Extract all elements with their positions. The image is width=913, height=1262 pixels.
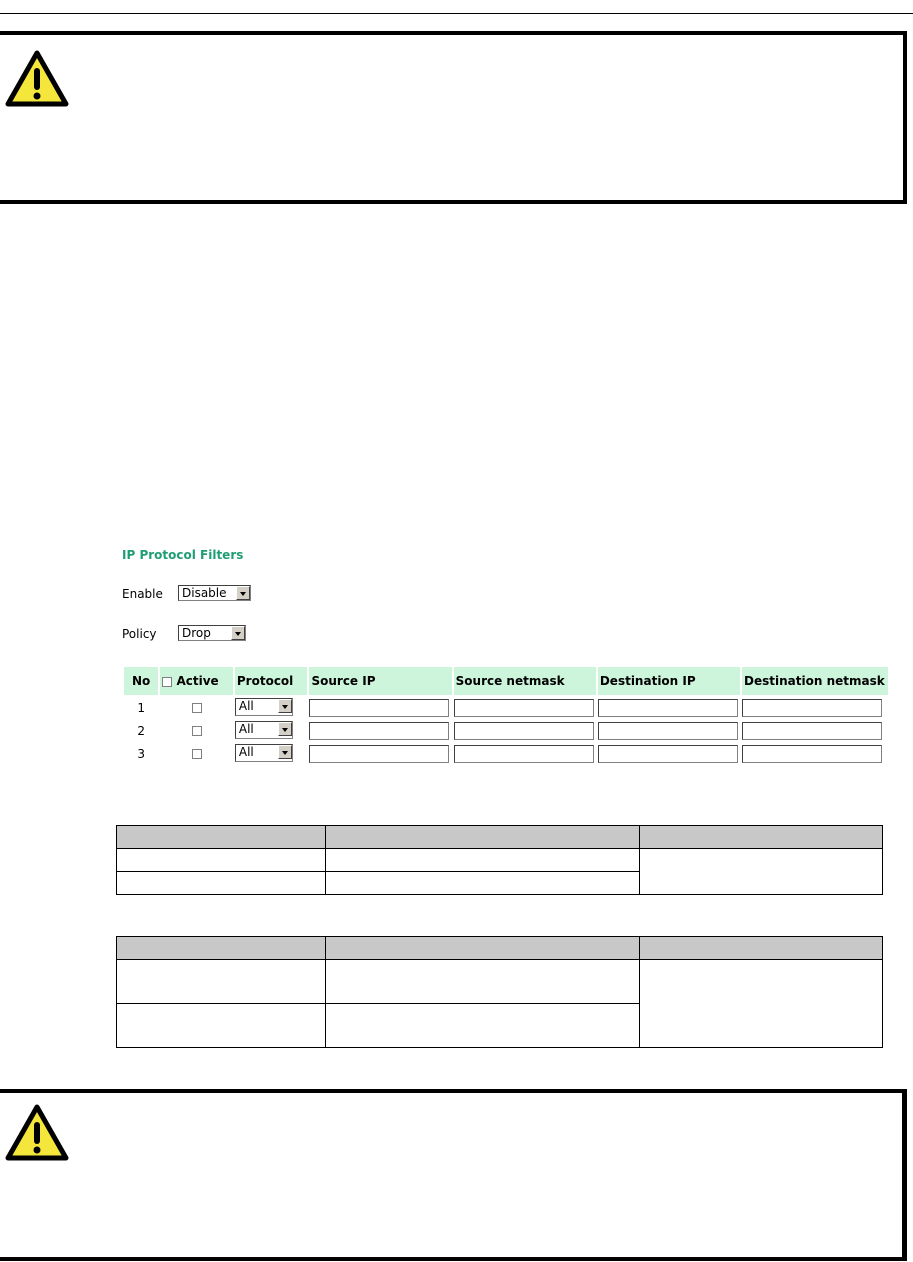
chevron-down-icon[interactable] bbox=[231, 626, 245, 640]
column-protocol: Protocol bbox=[235, 667, 308, 695]
chevron-down-icon[interactable] bbox=[278, 722, 292, 736]
row-active-checkbox[interactable] bbox=[192, 726, 202, 736]
policy-label: Policy bbox=[122, 627, 157, 641]
table-row bbox=[124, 697, 888, 718]
caution-box bbox=[0, 1089, 907, 1261]
column-destination-ip: Destination IP bbox=[598, 667, 740, 695]
protocol-select-value: All bbox=[238, 699, 254, 713]
enable-select-value: Disable bbox=[182, 586, 227, 600]
table-header-row bbox=[117, 937, 883, 960]
source-ip-input[interactable] bbox=[309, 699, 449, 717]
destination-netmask-input[interactable] bbox=[742, 745, 882, 763]
table-row bbox=[117, 849, 883, 872]
settings-table bbox=[116, 936, 883, 1048]
protocol-select[interactable] bbox=[235, 720, 293, 738]
warning-triangle-icon bbox=[4, 1103, 70, 1163]
destination-netmask-input[interactable] bbox=[742, 699, 882, 717]
row-number: 2 bbox=[137, 723, 145, 738]
settings-table bbox=[116, 825, 883, 895]
source-netmask-input[interactable] bbox=[454, 722, 594, 740]
policy-select-value: Drop bbox=[182, 626, 211, 640]
table-row bbox=[117, 960, 883, 1004]
active-all-checkbox[interactable] bbox=[162, 677, 172, 687]
row-active-checkbox[interactable] bbox=[192, 703, 202, 713]
protocol-select-value: All bbox=[238, 722, 254, 736]
table-header-row bbox=[117, 826, 883, 849]
source-ip-input[interactable] bbox=[309, 745, 449, 763]
column-source-ip: Source IP bbox=[309, 667, 451, 695]
column-source-netmask: Source netmask bbox=[454, 667, 596, 695]
header-rule bbox=[0, 13, 913, 14]
destination-ip-input[interactable] bbox=[598, 745, 738, 763]
column-destination-netmask: Destination netmask bbox=[742, 667, 888, 695]
filter-table bbox=[122, 665, 890, 766]
policy-select[interactable] bbox=[178, 625, 246, 641]
protocol-select[interactable] bbox=[235, 743, 293, 761]
table-row bbox=[124, 743, 888, 764]
filter-table-header bbox=[124, 667, 888, 695]
caution-box bbox=[0, 31, 907, 204]
enable-label: Enable bbox=[122, 587, 163, 601]
destination-netmask-input[interactable] bbox=[742, 722, 882, 740]
panel-title: IP Protocol Filters bbox=[122, 548, 244, 562]
column-no: No bbox=[124, 667, 158, 695]
protocol-select-value: All bbox=[238, 745, 254, 759]
protocol-select[interactable] bbox=[235, 697, 293, 715]
source-ip-input[interactable] bbox=[309, 722, 449, 740]
source-netmask-input[interactable] bbox=[454, 745, 594, 763]
destination-ip-input[interactable] bbox=[598, 722, 738, 740]
warning-triangle-icon bbox=[4, 49, 70, 109]
table-row bbox=[124, 720, 888, 741]
source-netmask-input[interactable] bbox=[454, 699, 594, 717]
destination-ip-input[interactable] bbox=[598, 699, 738, 717]
chevron-down-icon[interactable] bbox=[278, 699, 292, 713]
row-active-checkbox[interactable] bbox=[192, 749, 202, 759]
enable-select[interactable] bbox=[178, 585, 251, 601]
row-number: 3 bbox=[137, 746, 145, 761]
column-active bbox=[160, 667, 233, 695]
column-active-label: Active bbox=[176, 674, 219, 688]
row-number: 1 bbox=[137, 700, 145, 715]
ip-protocol-filters-panel bbox=[118, 538, 896, 778]
chevron-down-icon[interactable] bbox=[278, 745, 292, 759]
chevron-down-icon[interactable] bbox=[236, 586, 250, 600]
